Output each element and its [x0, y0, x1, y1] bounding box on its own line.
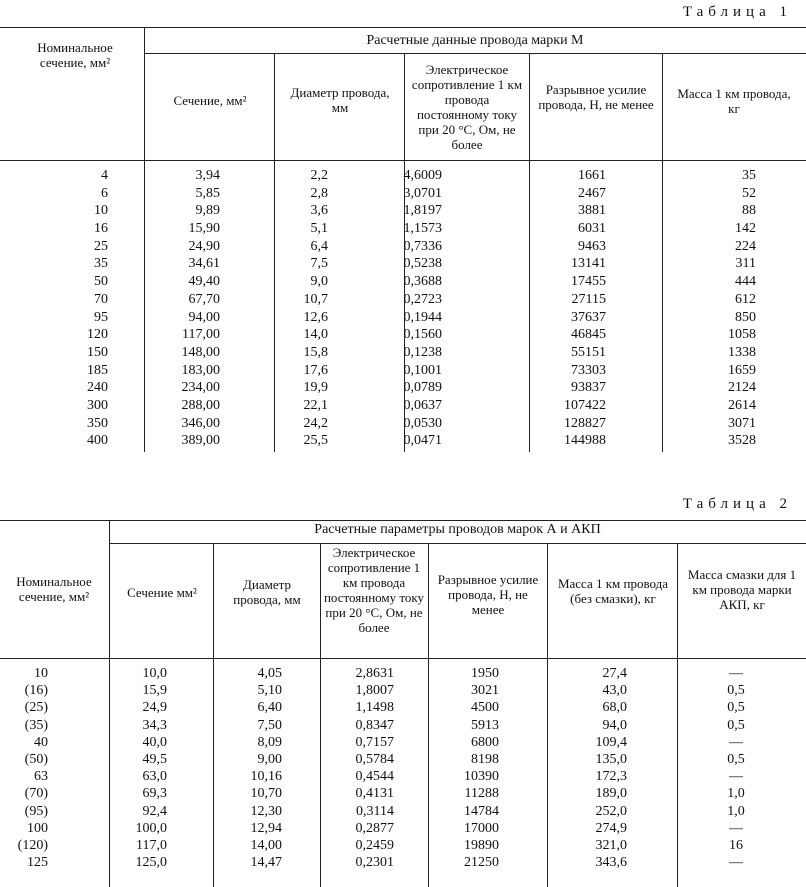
tensile-cell: 107422 — [564, 397, 606, 413]
diameter-cell: 4,05 — [257, 666, 282, 681]
nominal-cell: (120) — [17, 837, 48, 853]
table1-group-rule — [144, 53, 806, 54]
grease-mass-cell: — — [729, 769, 743, 785]
section-cell: 148,00 — [181, 344, 220, 360]
mass-cell: 252,0 — [595, 803, 627, 819]
tensile-cell: 2467 — [578, 185, 606, 201]
nominal-cell: 10 — [34, 666, 48, 681]
diameter-cell: 12,6 — [303, 309, 328, 325]
grease-mass-cell: — — [729, 666, 743, 681]
grease-mass-cell: — — [729, 855, 743, 871]
section-cell: 49,5 — [142, 751, 167, 767]
section-cell: 100,0 — [135, 820, 167, 836]
diameter-cell: 14,47 — [250, 855, 282, 871]
table2-nominal-header: Номинальное сечение, мм² — [16, 574, 92, 604]
diameter-cell: 24,2 — [303, 415, 328, 431]
tensile-cell: 8198 — [471, 751, 499, 767]
tensile-cell: 4500 — [471, 700, 499, 716]
resistance-cell: 2,8631 — [355, 666, 394, 681]
section-cell: 389,00 — [181, 433, 220, 449]
mass-cell: 142 — [735, 221, 756, 237]
nominal-cell: 40 — [34, 734, 48, 750]
section-cell: 183,00 — [181, 362, 220, 378]
tensile-cell: 93837 — [571, 380, 606, 396]
section-cell: 49,40 — [188, 274, 220, 290]
mass-cell: 52 — [742, 185, 756, 201]
section-cell: 24,9 — [142, 700, 167, 716]
mass-cell: 109,4 — [595, 734, 627, 750]
resistance-cell: 0,1560 — [403, 327, 442, 343]
section-cell: 92,4 — [142, 803, 167, 819]
section-cell: 67,70 — [188, 291, 220, 307]
table-row — [0, 717, 806, 734]
nominal-cell: 63 — [34, 769, 48, 785]
table1-header-diameter: Диаметр провода, мм — [290, 85, 390, 115]
section-cell: 9,89 — [195, 203, 220, 219]
table2-caption: Таблица 2 — [682, 496, 792, 512]
resistance-cell: 0,2723 — [403, 291, 442, 307]
resistance-cell: 0,2301 — [355, 855, 394, 871]
tensile-cell: 6800 — [471, 734, 499, 750]
diameter-cell: 12,30 — [250, 803, 282, 819]
table-row — [0, 238, 806, 256]
mass-cell: 1338 — [728, 344, 756, 360]
resistance-cell: 0,2877 — [355, 820, 394, 836]
resistance-cell: 0,1944 — [403, 309, 442, 325]
diameter-cell: 2,8 — [310, 185, 328, 201]
tensile-cell: 10390 — [464, 769, 499, 785]
table-row — [0, 326, 806, 344]
section-cell: 234,00 — [181, 380, 220, 396]
diameter-cell: 5,10 — [257, 683, 282, 699]
table1-caption: Таблица 1 — [682, 4, 792, 20]
tensile-cell: 27115 — [571, 291, 606, 307]
mass-cell: 35 — [742, 168, 756, 183]
resistance-cell: 1,8007 — [355, 683, 394, 699]
diameter-cell: 5,1 — [310, 221, 328, 237]
mass-cell: 2614 — [728, 397, 756, 413]
table-row — [0, 837, 806, 854]
table2-header-rule — [0, 658, 806, 659]
diameter-cell: 6,40 — [257, 700, 282, 716]
grease-mass-cell: 1,0 — [727, 786, 745, 802]
grease-mass-cell: 0,5 — [727, 683, 745, 699]
diameter-cell: 2,2 — [310, 168, 328, 183]
grease-mass-cell: — — [729, 734, 743, 750]
mass-cell: 612 — [735, 291, 756, 307]
tensile-cell: 9463 — [578, 238, 606, 254]
mass-cell: 43,0 — [602, 683, 627, 699]
diameter-cell: 10,70 — [250, 786, 282, 802]
nominal-cell: (70) — [24, 786, 48, 802]
section-cell: 117,00 — [182, 327, 220, 343]
diameter-cell: 6,4 — [310, 238, 328, 254]
table2-top-rule — [0, 520, 806, 521]
nominal-cell: 25 — [94, 238, 108, 254]
section-cell: 24,90 — [188, 238, 220, 254]
diameter-cell: 10,7 — [303, 291, 328, 307]
nominal-cell: 6 — [101, 185, 108, 201]
table-row — [0, 397, 806, 415]
section-cell: 3,94 — [195, 168, 220, 183]
table1-top-rule — [0, 27, 806, 28]
tensile-cell: 3881 — [578, 203, 606, 219]
section-cell: 288,00 — [181, 397, 220, 413]
table-row — [0, 734, 806, 751]
nominal-cell: 185 — [87, 362, 108, 378]
resistance-cell: 0,4544 — [355, 769, 394, 785]
table-row — [0, 751, 806, 768]
table-row — [0, 768, 806, 785]
table-row — [0, 665, 806, 682]
section-cell: 125,0 — [135, 855, 167, 871]
section-cell: 40,0 — [142, 734, 167, 750]
diameter-cell: 7,5 — [310, 256, 328, 272]
section-cell: 94,00 — [188, 309, 220, 325]
tensile-cell: 128827 — [564, 415, 606, 431]
diameter-cell: 22,1 — [303, 397, 328, 413]
resistance-cell: 0,0530 — [403, 415, 442, 431]
table-row — [0, 185, 806, 203]
nominal-cell: 4 — [101, 168, 108, 183]
table1-header-resistance: Электрическое сопротивление 1 км провода постоянному току при 20 °С, Ом, не более — [411, 62, 523, 152]
table1-header-tensile: Разрывное усилие провода, Н, не менее — [538, 82, 654, 112]
grease-mass-cell: — — [729, 820, 743, 836]
diameter-cell: 19,9 — [303, 380, 328, 396]
table-row — [0, 362, 806, 380]
nominal-cell: (95) — [24, 803, 48, 819]
mass-cell: 343,6 — [595, 855, 627, 871]
nominal-cell: 16 — [94, 221, 108, 237]
resistance-cell: 0,1238 — [403, 344, 442, 360]
tensile-cell: 144988 — [564, 433, 606, 449]
nominal-cell: 95 — [94, 309, 108, 325]
table2-group-title: Расчетные параметры проводов марок А и АКП — [314, 522, 601, 537]
mass-cell: 1659 — [728, 362, 756, 378]
resistance-cell: 0,0471 — [403, 433, 442, 449]
resistance-cell: 0,5238 — [403, 256, 442, 272]
diameter-cell: 12,94 — [250, 820, 282, 836]
resistance-cell: 1,1498 — [355, 700, 394, 716]
section-cell: 15,90 — [188, 221, 220, 237]
nominal-cell: 120 — [87, 327, 108, 343]
tensile-cell: 19890 — [464, 837, 499, 853]
nominal-cell: 150 — [87, 344, 108, 360]
table-row — [0, 202, 806, 220]
grease-mass-cell: 0,5 — [727, 717, 745, 733]
resistance-cell: 0,3114 — [356, 803, 394, 819]
section-cell: 10,0 — [142, 666, 167, 681]
table1-nominal-header: Номинальное сечение, мм² — [37, 40, 113, 70]
table-row — [0, 309, 806, 327]
diameter-cell: 25,5 — [303, 433, 328, 449]
mass-cell: 321,0 — [595, 837, 627, 853]
mass-cell: 88 — [742, 203, 756, 219]
nominal-cell: 50 — [94, 274, 108, 290]
tensile-cell: 1661 — [578, 168, 606, 183]
nominal-cell: (35) — [24, 717, 48, 733]
nominal-cell: 240 — [87, 380, 108, 396]
resistance-cell: 1,8197 — [403, 203, 442, 219]
table-row — [0, 820, 806, 837]
diameter-cell: 3,6 — [310, 203, 328, 219]
diameter-cell: 14,00 — [250, 837, 282, 853]
resistance-cell: 0,3688 — [403, 274, 442, 290]
nominal-cell: (50) — [24, 751, 48, 767]
nominal-cell: 10 — [94, 203, 108, 219]
table2-body — [0, 665, 806, 871]
nominal-cell: 300 — [87, 397, 108, 413]
diameter-cell: 7,50 — [257, 717, 282, 733]
resistance-cell: 3,0701 — [403, 185, 442, 201]
nominal-cell: 400 — [87, 433, 108, 449]
tensile-cell: 37637 — [571, 309, 606, 325]
table2-header-tensile: Разрывное усилие провода, Н, не менее — [437, 572, 539, 617]
nominal-cell: 100 — [27, 820, 48, 836]
diameter-cell: 14,0 — [303, 327, 328, 343]
mass-cell: 68,0 — [602, 700, 627, 716]
mass-cell: 172,3 — [595, 769, 627, 785]
grease-mass-cell: 0,5 — [727, 751, 745, 767]
resistance-cell: 0,8347 — [355, 717, 394, 733]
table-row — [0, 291, 806, 309]
resistance-cell: 0,7336 — [403, 238, 442, 254]
section-cell: 117,0 — [136, 837, 167, 853]
resistance-cell: 0,5784 — [355, 751, 394, 767]
tensile-cell: 1950 — [471, 666, 499, 681]
table-row — [0, 699, 806, 716]
tensile-cell: 14784 — [464, 803, 499, 819]
mass-cell: 3528 — [728, 433, 756, 449]
mass-cell: 94,0 — [602, 717, 627, 733]
table1-header-section: Сечение, мм² — [173, 93, 247, 108]
section-cell: 34,61 — [188, 256, 220, 272]
nominal-cell: (16) — [24, 683, 48, 699]
mass-cell: 850 — [735, 309, 756, 325]
mass-cell: 135,0 — [595, 751, 627, 767]
diameter-cell: 9,00 — [257, 751, 282, 767]
table-row — [0, 415, 806, 433]
mass-cell: 3071 — [728, 415, 756, 431]
nominal-cell: 35 — [94, 256, 108, 272]
table-row — [0, 682, 806, 699]
table-row — [0, 785, 806, 802]
nominal-cell: 70 — [94, 291, 108, 307]
mass-cell: 2124 — [728, 380, 756, 396]
mass-cell: 444 — [735, 274, 756, 290]
table1-body — [0, 167, 806, 450]
tensile-cell: 17000 — [464, 820, 499, 836]
section-cell: 346,00 — [181, 415, 220, 431]
table-row — [0, 854, 806, 871]
section-cell: 34,3 — [142, 717, 167, 733]
tensile-cell: 13141 — [571, 256, 606, 272]
table-row — [0, 803, 806, 820]
mass-cell: 189,0 — [595, 786, 627, 802]
table2-header-section: Сечение мм² — [127, 585, 197, 600]
resistance-cell: 0,4131 — [355, 786, 394, 802]
grease-mass-cell: 0,5 — [727, 700, 745, 716]
tensile-cell: 3021 — [471, 683, 499, 699]
resistance-cell: 0,2459 — [355, 837, 394, 853]
resistance-cell: 1,1573 — [403, 221, 442, 237]
table1-group-title: Расчетные данные провода марки М — [366, 33, 584, 48]
table-row — [0, 379, 806, 397]
table2-header-mass: Масса 1 км провода (без смазки), кг — [557, 576, 669, 606]
tensile-cell: 5913 — [471, 717, 499, 733]
section-cell: 63,0 — [142, 769, 167, 785]
resistance-cell: 0,0637 — [403, 397, 442, 413]
mass-cell: 311 — [735, 256, 756, 272]
mass-cell: 1058 — [728, 327, 756, 343]
tensile-cell: 6031 — [578, 221, 606, 237]
tensile-cell: 17455 — [571, 274, 606, 290]
section-cell: 15,9 — [142, 683, 167, 699]
table2-header-grease-mass: Масса смазки для 1 км провода марки АКП, кг — [687, 567, 797, 612]
table-row — [0, 273, 806, 291]
grease-mass-cell: 16 — [729, 837, 743, 853]
diameter-cell: 10,16 — [250, 769, 282, 785]
tensile-cell: 46845 — [571, 327, 606, 343]
diameter-cell: 8,09 — [257, 734, 282, 750]
diameter-cell: 17,6 — [303, 362, 328, 378]
mass-cell: 27,4 — [602, 666, 627, 681]
resistance-cell: 0,7157 — [355, 734, 394, 750]
nominal-cell: 125 — [27, 855, 48, 871]
table2-header-diameter: Диаметр провода, мм — [233, 577, 301, 607]
table-row — [0, 255, 806, 273]
tensile-cell: 55151 — [571, 344, 606, 360]
diameter-cell: 9,0 — [310, 274, 328, 290]
mass-cell: 274,9 — [595, 820, 627, 836]
grease-mass-cell: 1,0 — [727, 803, 745, 819]
diameter-cell: 15,8 — [303, 344, 328, 360]
table-row — [0, 167, 806, 185]
nominal-cell: 350 — [87, 415, 108, 431]
resistance-cell: 0,1001 — [403, 362, 442, 378]
table-row — [0, 432, 806, 450]
resistance-cell: 0,0789 — [403, 380, 442, 396]
table-row — [0, 344, 806, 362]
tensile-cell: 73303 — [571, 362, 606, 378]
table1-header-mass: Масса 1 км провода, кг — [677, 86, 791, 116]
tensile-cell: 21250 — [464, 855, 499, 871]
mass-cell: 224 — [735, 238, 756, 254]
section-cell: 5,85 — [195, 185, 220, 201]
section-cell: 69,3 — [142, 786, 167, 802]
nominal-cell: (25) — [24, 700, 48, 716]
table1-header-rule — [0, 160, 806, 161]
resistance-cell: 4,6009 — [403, 168, 442, 183]
table-row — [0, 220, 806, 238]
table2-header-resistance: Электрическое сопротивление 1 км провода постоянному току при 20 °С, Ом, не более — [323, 545, 425, 635]
tensile-cell: 11288 — [464, 786, 499, 802]
